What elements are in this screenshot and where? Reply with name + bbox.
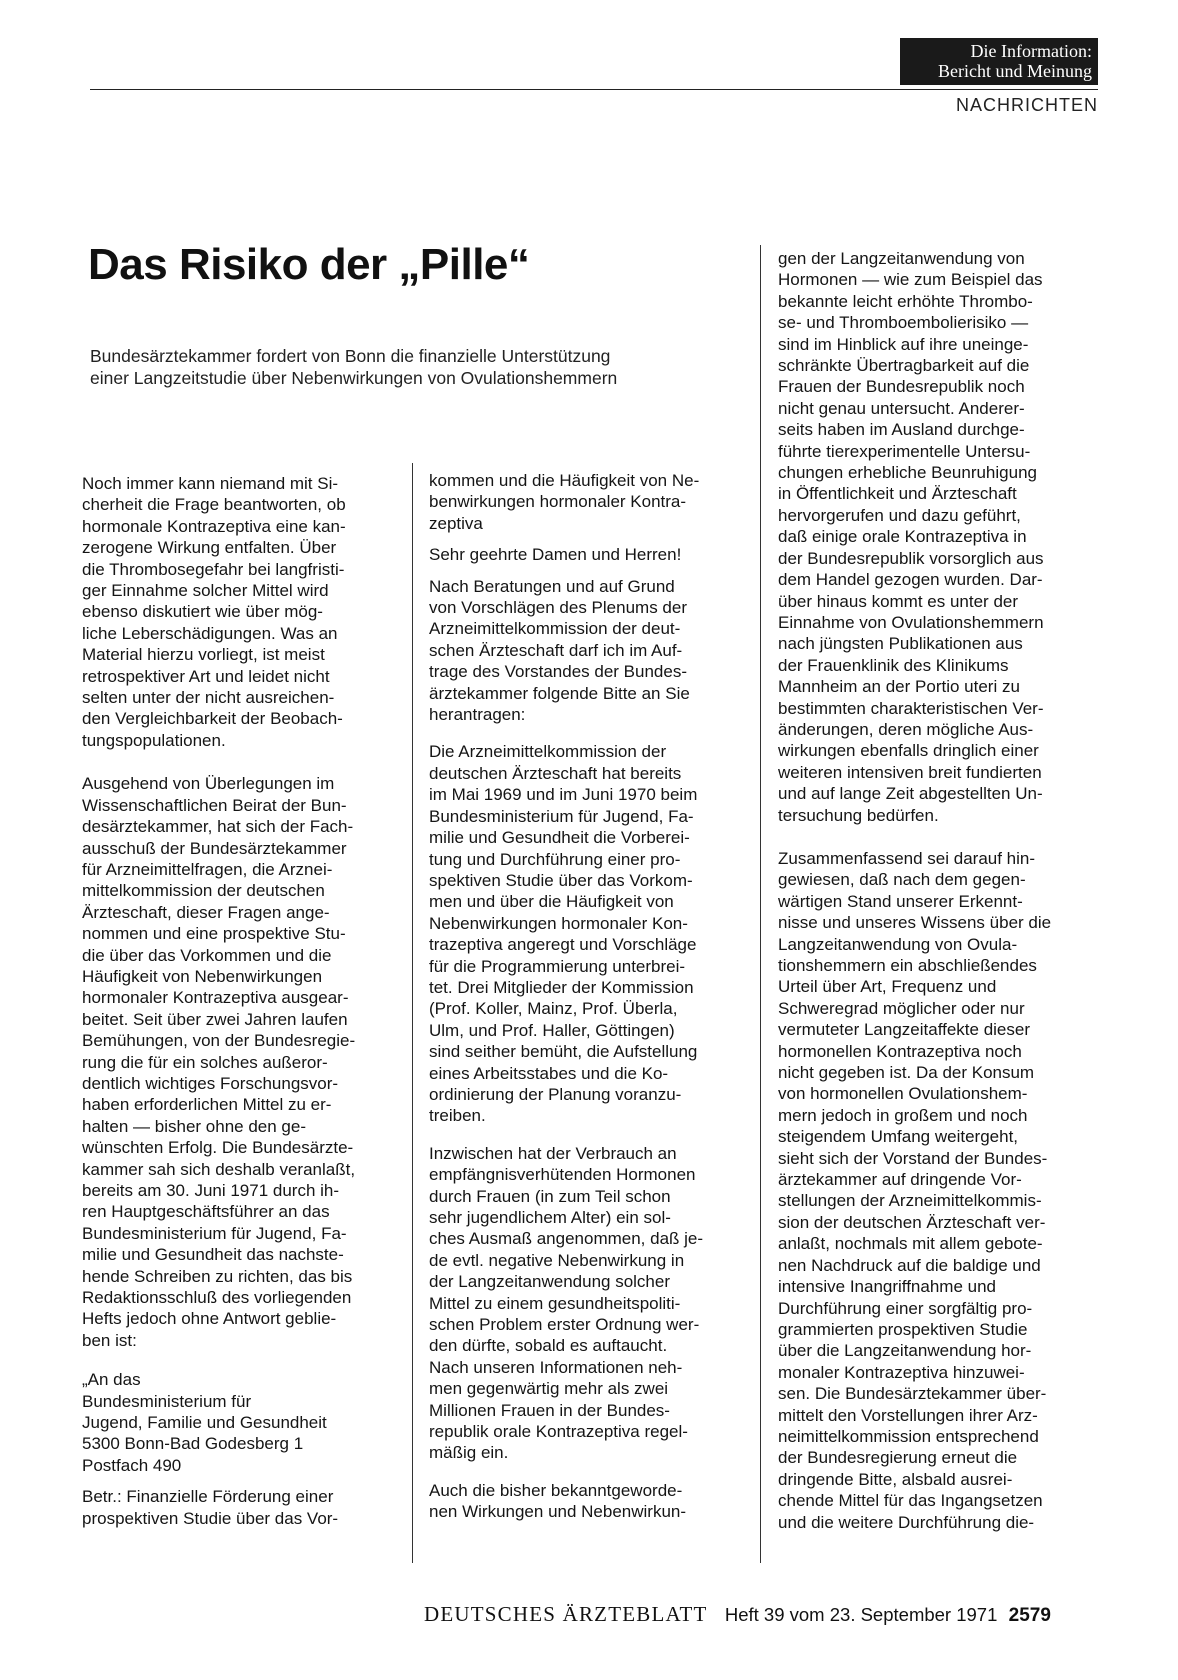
- text-line: Bemühungen, von der Bundesregie-: [82, 1031, 356, 1051]
- text-line: de evtl. negative Nebenwirkung in: [429, 1250, 685, 1270]
- text-line: chungen erhebliche Beunruhigung: [778, 463, 1037, 483]
- text-line: änderungen, deren mögliche Aus-: [778, 719, 1034, 739]
- text-line: ordinierung der Planung voranzu-: [429, 1084, 682, 1104]
- text-line: tungspopulationen.: [82, 730, 226, 750]
- text-line: wünschten Erfolg. Die Bundesärzte-: [82, 1138, 354, 1158]
- text-line: Postfach 490: [82, 1455, 182, 1475]
- paragraph-gap: [429, 725, 749, 741]
- text-line: ren Hauptgeschäftsführer an das: [82, 1202, 330, 1222]
- badge-line-1: Die Information:: [970, 41, 1092, 61]
- text-line: Frauen der Bundesrepublik noch: [778, 377, 1025, 397]
- text-line: trage des Vorstandes der Bundes-: [429, 662, 687, 682]
- paragraph: [82, 1486, 402, 1529]
- paragraph-gap: [429, 566, 749, 576]
- text-line: ärztekammer folgende Bitte an Sie: [429, 683, 690, 703]
- text-line: und auf lange Zeit abgestellten Un-: [778, 784, 1043, 804]
- text-line: der Bundesrepublik vorsorglich aus: [778, 548, 1044, 568]
- text-line: dem Handel gezogen wurden. Dar-: [778, 570, 1043, 590]
- text-line: 5300 Bonn-Bad Godesberg 1: [82, 1434, 304, 1454]
- text-line: Nach Beratungen und auf Grund: [429, 576, 675, 596]
- paragraph-gap: [429, 1464, 749, 1480]
- text-line: „An das: [82, 1370, 141, 1390]
- text-line: tionshemmern ein abschließendes: [778, 956, 1037, 975]
- text-line: (Prof. Koller, Mainz, Prof. Überla,: [429, 999, 678, 1019]
- paragraph: [429, 576, 749, 726]
- text-line: bestimmten charakteristischen Ver-: [778, 698, 1044, 718]
- text-line: den Vergleichbarkeit der Beobach-: [82, 709, 343, 729]
- text-line: eines Arbeitsstabes und die Ko-: [429, 1063, 669, 1083]
- lead-line: einer Langzeitstudie über Nebenwirkungen von Ovulationshemmern: [90, 368, 618, 388]
- text-line: über die Langzeitanwendung hor-: [778, 1341, 1032, 1361]
- paragraph: [82, 773, 402, 1351]
- text-line: der Langzeitanwendung solcher: [429, 1272, 671, 1292]
- text-line: Bundesministerium für Jugend, Fa-: [429, 806, 694, 826]
- text-line: Inzwischen hat der Verbrauch an: [429, 1143, 677, 1163]
- text-line: beitet. Seit über zwei Jahren laufen: [82, 1009, 348, 1029]
- text-line: ärztekammer auf dringende Vor-: [778, 1170, 1022, 1190]
- lead-line: Bundesärztekammer fordert von Bonn die finanzielle Unterstützung: [90, 346, 611, 366]
- text-line: die Thrombosegefahr bei langfristi-: [82, 559, 345, 579]
- text-line: zeptiva: [429, 513, 483, 533]
- text-line: in Öffentlichkeit und Ärzteschaft: [778, 484, 1017, 504]
- paragraph: [82, 1369, 402, 1476]
- text-line: desärztekammer, hat sich der Fach-: [82, 817, 354, 837]
- paragraph-gap: [82, 1351, 402, 1369]
- text-line: sind seither bemüht, die Aufstellung: [429, 1042, 698, 1062]
- text-line: empfängnisverhütenden Hormonen: [429, 1165, 696, 1185]
- text-line: schen Problem erster Ordnung wer-: [429, 1315, 700, 1335]
- text-line: kommen und die Häufigkeit von Ne-: [429, 471, 700, 490]
- text-line: vermuteter Langzeitaffekte dieser: [778, 1020, 1030, 1040]
- text-line: Bundesministerium für Jugend, Fa-: [82, 1223, 347, 1243]
- text-line: spektiven Studie über das Vorkom-: [429, 870, 693, 890]
- text-line: Häufigkeit von Nebenwirkungen: [82, 966, 323, 986]
- text-line: anlaßt, nochmals mit allem gebote-: [778, 1234, 1043, 1254]
- text-line: intensive Inangriffnahme und: [778, 1277, 997, 1297]
- text-line: Bundesministerium für: [82, 1391, 252, 1411]
- text-line: hormonaler Kontrazeptiva ausgear-: [82, 988, 349, 1008]
- column-divider: [412, 463, 413, 1563]
- text-line: dringende Bitte, alsbald ausrei-: [778, 1469, 1013, 1489]
- text-line: milie und Gesundheit das nachste-: [82, 1245, 344, 1265]
- text-line: Zusammenfassend sei darauf hin-: [778, 848, 1036, 868]
- text-line: schränkte Übertragbarkeit auf die: [778, 356, 1030, 376]
- text-line: tet. Drei Mitglieder der Kommission: [429, 977, 694, 997]
- paragraph-gap: [429, 534, 749, 544]
- text-line: seits haben im Ausland durchge-: [778, 420, 1025, 440]
- article-lead: [90, 345, 740, 389]
- text-line: rung die für ein solches außeror-: [82, 1052, 328, 1072]
- paragraph: [429, 1143, 749, 1464]
- section-label: NACHRICHTEN: [955, 95, 1098, 115]
- text-line: Redaktionsschluß des vorliegenden: [82, 1288, 352, 1308]
- text-line: von Vorschlägen des Plenums der: [429, 598, 687, 618]
- text-line: mittelt den Vorstellungen ihrer Arz-: [778, 1405, 1038, 1425]
- article-column-2: [429, 470, 749, 1523]
- text-line: nach jüngsten Publikationen aus: [778, 634, 1023, 654]
- paragraph: [778, 848, 1098, 1533]
- text-line: sion der deutschen Ärzteschaft ver-: [778, 1212, 1046, 1232]
- text-line: bekannte leicht erhöhte Thrombo-: [778, 291, 1033, 311]
- text-line: ches Ausmaß angenommen, daß je-: [429, 1229, 704, 1249]
- text-line: men und über die Häufigkeit von: [429, 892, 674, 912]
- text-line: Hefts jedoch ohne Antwort geblie-: [82, 1309, 337, 1329]
- text-line: neimittelkommission entsprechend: [778, 1426, 1039, 1446]
- page-number: 2579: [1008, 1605, 1051, 1626]
- text-line: der Frauenklinik des Klinikums: [778, 655, 1009, 675]
- column-divider: [760, 245, 761, 1563]
- header-rule: [90, 89, 1098, 90]
- text-line: Mannheim an der Portio uteri zu: [778, 677, 1020, 697]
- paragraph: [82, 473, 402, 751]
- text-line: Millionen Frauen in der Bundes-: [429, 1400, 670, 1420]
- text-line: Hormonen — wie zum Beispiel das: [778, 270, 1043, 290]
- text-line: ben ist:: [82, 1330, 137, 1350]
- text-line: sen. Die Bundesärztekammer über-: [778, 1384, 1047, 1404]
- text-line: sehr jugendlichem Alter) ein sol-: [429, 1208, 671, 1227]
- paragraph-gap: [778, 826, 1098, 848]
- article-title: Das Risiko der „Pille“: [88, 240, 530, 289]
- paragraph: [429, 544, 749, 565]
- section-badge: [900, 38, 1098, 85]
- text-line: Durchführung einer sorgfältig pro-: [778, 1298, 1033, 1318]
- text-line: stellungen der Arzneimittelkommis-: [778, 1191, 1042, 1211]
- text-line: nicht genau untersucht. Anderer-: [778, 398, 1025, 418]
- text-line: dentlich wichtiges Forschungsvor-: [82, 1073, 339, 1093]
- text-line: zerogene Wirkung entfalten. Über: [82, 538, 337, 558]
- text-line: hormonale Kontrazeptiva eine kan-: [82, 516, 346, 536]
- text-line: gen der Langzeitanwendung von: [778, 249, 1025, 268]
- text-line: durch Frauen (in zum Teil schon: [429, 1186, 671, 1206]
- text-line: nen Nachdruck auf die baldige und: [778, 1255, 1041, 1275]
- text-line: Mittel zu einem gesundheitspoliti-: [429, 1293, 681, 1313]
- text-line: nen Wirkungen und Nebenwirkun-: [429, 1502, 687, 1522]
- text-line: Wissenschaftlichen Beirat der Bun-: [82, 795, 347, 815]
- text-line: Nach unseren Informationen neh-: [429, 1357, 683, 1377]
- text-line: herantragen:: [429, 705, 526, 725]
- issue-info: Heft 39 vom 23. September 1971: [724, 1604, 998, 1625]
- text-line: sieht sich der Vorstand der Bundes-: [778, 1148, 1048, 1168]
- text-line: Jugend, Familie und Gesundheit: [82, 1413, 327, 1433]
- text-line: liche Leberschädigungen. Was an: [82, 623, 338, 643]
- text-line: halten — bisher ohne den ge-: [82, 1116, 306, 1136]
- paragraph-gap: [82, 751, 402, 773]
- badge-line-2: Bericht und Meinung: [938, 61, 1092, 81]
- page-footer: [424, 1602, 1051, 1627]
- text-line: treiben.: [429, 1106, 486, 1126]
- text-line: Material hierzu vorliegt, ist meist: [82, 645, 325, 665]
- paragraph: [778, 248, 1098, 826]
- text-line: men gegenwärtig mehr als zwei: [429, 1379, 669, 1399]
- text-line: für die Programmierung unterbrei-: [429, 956, 686, 976]
- article-column-3: [778, 248, 1098, 1533]
- paragraph: [429, 741, 749, 1126]
- text-line: mittelkommission der deutschen: [82, 881, 325, 901]
- text-line: sind im Hinblick auf ihre uneinge-: [778, 334, 1029, 354]
- text-line: daß einige orale Kontrazeptiva in: [778, 527, 1027, 547]
- text-line: Ärzteschaft, dieser Fragen ange-: [82, 902, 330, 922]
- text-line: Einnahme von Ovulationshemmern: [778, 612, 1044, 632]
- text-line: Urteil über Art, Frequenz und: [778, 977, 997, 997]
- text-line: cherheit die Frage beantworten, ob: [82, 495, 346, 515]
- article-column-1: [82, 473, 402, 1529]
- text-line: chende Mittel für das Ingangsetzen: [778, 1491, 1043, 1511]
- text-line: ger Einnahme solcher Mittel wird: [82, 581, 329, 601]
- text-line: tersuchung bedürfen.: [778, 805, 939, 825]
- text-line: schen Ärzteschaft darf ich im Auf-: [429, 640, 683, 660]
- text-line: retrospektiver Art und leidet nicht: [82, 666, 330, 686]
- text-line: von hormonellen Ovulationshem-: [778, 1084, 1028, 1104]
- text-line: nommen und eine prospektive Stu-: [82, 924, 346, 944]
- text-line: nisse und unseres Wissens über die: [778, 913, 1052, 933]
- text-line: mäßig ein.: [429, 1443, 509, 1463]
- text-line: kammer sah sich deshalb veranlaßt,: [82, 1159, 356, 1179]
- text-line: die über das Vorkommen und die: [82, 945, 332, 965]
- text-line: wirkungen ebenfalls dringlich einer: [778, 741, 1039, 761]
- text-line: über hinaus kommt es unter der: [778, 591, 1019, 611]
- paragraph-gap: [82, 1476, 402, 1486]
- text-line: Betr.: Finanzielle Förderung einer: [82, 1487, 334, 1507]
- text-line: trazeptiva angeregt und Vorschläge: [429, 935, 697, 955]
- text-line: ausschuß der Bundesärztekammer: [82, 838, 347, 858]
- text-line: Langzeitanwendung von Ovula-: [778, 934, 1018, 954]
- text-line: grammierten prospektiven Studie: [778, 1319, 1028, 1339]
- text-line: Arzneimittelkommission der deut-: [429, 619, 681, 639]
- paragraph: [429, 470, 749, 534]
- text-line: deutschen Ärzteschaft hat bereits: [429, 763, 682, 783]
- text-line: steigendem Umfang weitergeht,: [778, 1127, 1019, 1147]
- text-line: und die weitere Durchführung die-: [778, 1512, 1035, 1532]
- text-line: für Arzneimittelfragen, die Arznei-: [82, 859, 333, 879]
- text-line: Noch immer kann niemand mit Si-: [82, 474, 339, 493]
- text-line: hervorgerufen und dazu geführt,: [778, 505, 1021, 525]
- text-line: Auch die bisher bekanntgeworde-: [429, 1480, 683, 1500]
- text-line: republik orale Kontrazeptiva regel-: [429, 1422, 688, 1442]
- text-line: hende Schreiben zu richten, das bis: [82, 1266, 353, 1286]
- text-line: milie und Gesundheit die Vorberei-: [429, 828, 690, 848]
- text-line: mern jedoch in großem und noch: [778, 1105, 1028, 1125]
- text-line: nicht gegeben ist. Da der Konsum: [778, 1063, 1035, 1083]
- text-line: benwirkungen hormonaler Kontra-: [429, 492, 687, 512]
- text-line: se- und Thromboembolierisiko —: [778, 313, 1029, 333]
- text-line: den dürfte, sobald es auftaucht.: [429, 1336, 668, 1356]
- text-line: der Bundesregierung erneut die: [778, 1448, 1018, 1468]
- text-line: wärtigen Stand unserer Erkennt-: [778, 891, 1023, 911]
- paragraph: [429, 1480, 749, 1523]
- text-line: selten unter der nicht ausreichen-: [82, 688, 335, 708]
- text-line: bereits am 30. Juni 1971 durch ih-: [82, 1181, 340, 1200]
- text-line: Sehr geehrte Damen und Herren!: [429, 545, 682, 565]
- text-line: Ausgehend von Überlegungen im: [82, 774, 335, 794]
- text-line: ebenso diskutiert wie über mög-: [82, 602, 323, 622]
- text-line: im Mai 1969 und im Juni 1970 beim: [429, 785, 698, 805]
- text-line: tung und Durchführung einer pro-: [429, 849, 681, 869]
- text-line: Nebenwirkungen hormonaler Kon-: [429, 913, 688, 933]
- text-line: führte tierexperimentelle Untersu-: [778, 441, 1031, 461]
- text-line: prospektiven Studie über das Vor-: [82, 1508, 339, 1528]
- text-line: weiteren intensiven breit fundierten: [778, 762, 1042, 782]
- paragraph-gap: [429, 1127, 749, 1143]
- text-line: monaler Kontrazeptiva hinzuwei-: [778, 1362, 1025, 1382]
- text-line: gewiesen, daß nach dem gegen-: [778, 870, 1026, 890]
- text-line: haben erforderlichen Mittel zu er-: [82, 1095, 332, 1115]
- magazine-name: DEUTSCHES ÄRZTEBLATT: [424, 1602, 708, 1626]
- text-line: Ulm, und Prof. Haller, Göttingen): [429, 1020, 675, 1040]
- text-line: hormonellen Kontrazeptiva noch: [778, 1041, 1022, 1061]
- text-line: Schweregrad möglicher oder nur: [778, 998, 1025, 1018]
- text-line: Die Arzneimittelkommission der: [429, 742, 667, 762]
